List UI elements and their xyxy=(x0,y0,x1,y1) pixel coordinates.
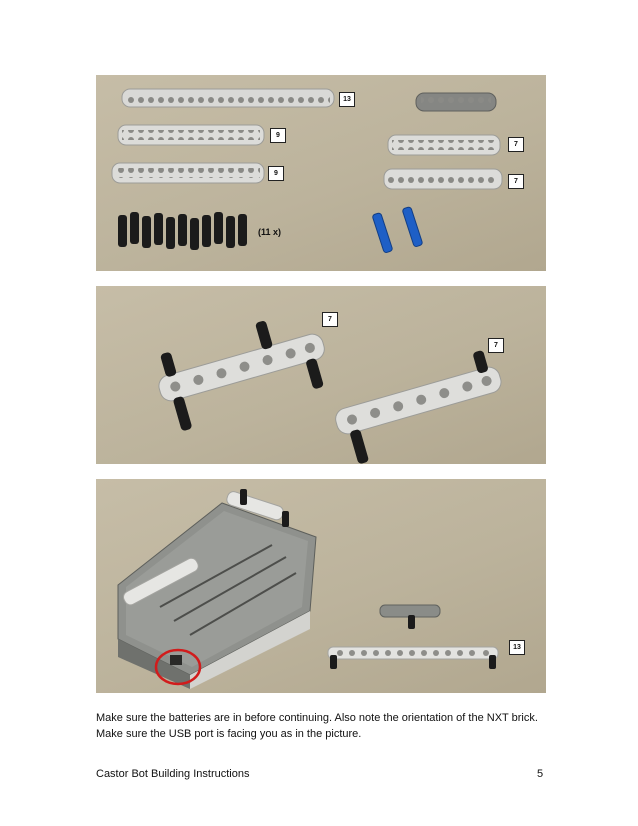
beam-dark xyxy=(416,93,496,111)
tag-beam-7-b: 7 xyxy=(508,174,524,189)
nxt-brick-photo xyxy=(96,479,546,693)
tag-beam-9-a: 9 xyxy=(270,128,286,143)
tag-beam-right: 7 xyxy=(488,338,504,353)
black-pins xyxy=(118,212,247,250)
assembled-beam-left xyxy=(149,307,336,435)
beam-7-b xyxy=(384,169,502,189)
beam-13 xyxy=(122,89,334,107)
footer-title: Castor Bot Building Instructions xyxy=(96,768,250,780)
beam-7-a xyxy=(388,135,500,155)
beam-assembly-photo xyxy=(96,286,546,464)
parts-photo xyxy=(96,75,546,271)
nxt-brick-illustration xyxy=(96,479,546,693)
tag-beam-13: 13 xyxy=(509,640,525,655)
pin-count-label: (11 x) xyxy=(258,227,282,237)
tag-beam-13: 13 xyxy=(339,92,355,107)
beam-9-a xyxy=(118,125,264,145)
beam-assembly-illustration xyxy=(96,286,546,464)
page-number: 5 xyxy=(537,768,544,780)
tag-beam-9-b: 9 xyxy=(268,166,284,181)
blue-pins xyxy=(372,206,423,253)
assembled-beam-right xyxy=(328,347,512,464)
tag-beam-7-a: 7 xyxy=(508,137,524,152)
instruction-caption: Make sure the batteries are in before continuing. Also note the orientation of the NXT brick. Make sure the USB port is facing you as in the picture. xyxy=(96,712,538,740)
beam-9-b xyxy=(112,163,264,183)
parts-illustration xyxy=(96,75,546,271)
tag-beam-left: 7 xyxy=(322,312,338,327)
